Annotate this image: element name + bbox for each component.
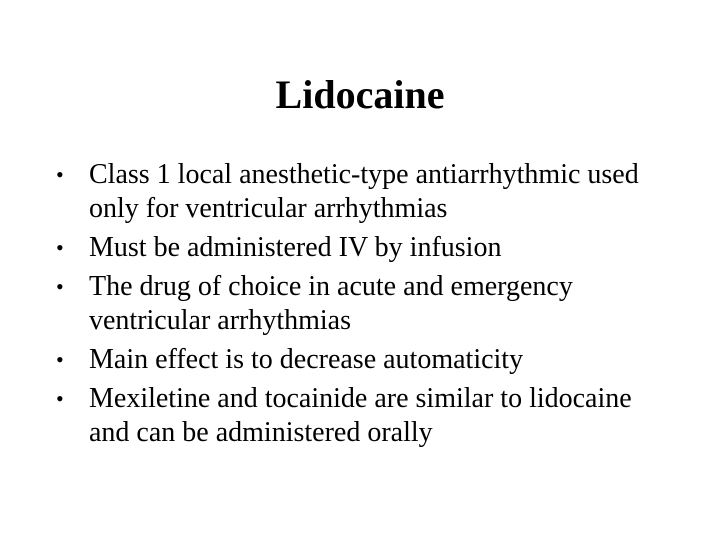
- bullet-text: Class 1 local anesthetic-type antiarrhythmic used only for ventricular arrhythmias: [89, 159, 639, 224]
- bullet-text: The drug of choice in acute and emergency ventricular arrhythmias: [89, 271, 573, 336]
- bullet-list: [54, 158, 674, 455]
- bullet-text: Main effect is to decrease automaticity: [89, 344, 524, 375]
- bullet-item: [54, 343, 674, 377]
- bullet-icon: •: [56, 386, 64, 411]
- bullet-text: Mexiletine and tocainide are similar to lidocaine and can be administered orally: [89, 383, 632, 448]
- bullet-item: [54, 382, 674, 450]
- bullet-icon: •: [56, 162, 64, 187]
- bullet-item: [54, 231, 674, 265]
- bullet-text: Must be administered IV by infusion: [89, 232, 502, 263]
- bullet-icon: •: [56, 274, 64, 299]
- bullet-item: [54, 158, 674, 226]
- bullet-icon: •: [56, 235, 64, 260]
- bullet-item: [54, 270, 674, 338]
- bullet-icon: •: [56, 347, 64, 372]
- slide-title: Lidocaine: [275, 72, 445, 117]
